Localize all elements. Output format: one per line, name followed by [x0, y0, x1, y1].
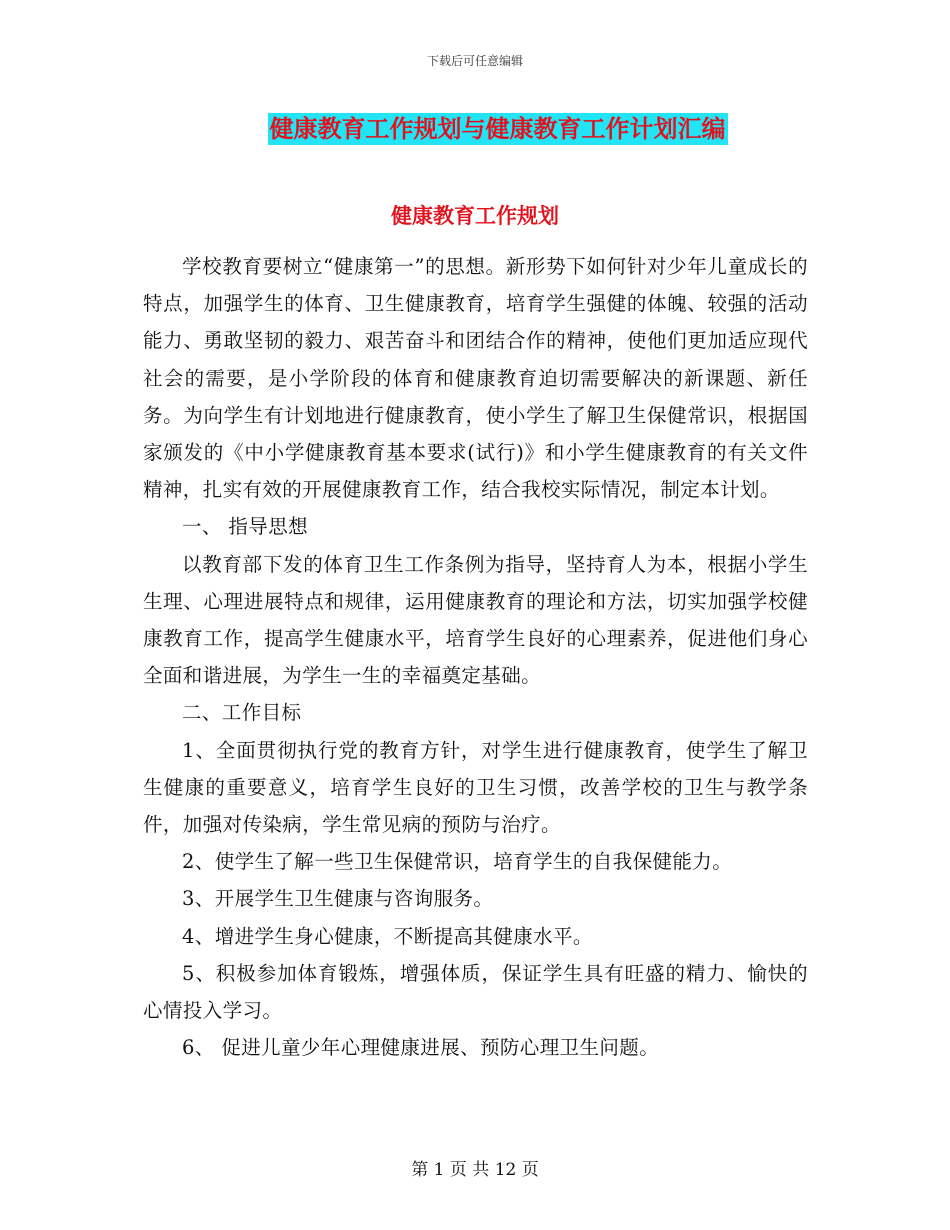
paragraph-guiding-ideology: 以教育部下发的体育卫生工作条例为指导，坚持育人为本，根据小学生生理、心理进展特点和规律，运用健康教育的理论和方法，切实加强学校健康教育工作，提高学生健康水平，培育学生良好的心理素养，促进他们身心全面和谐进展，为学生一生的幸福奠定基础。: [143, 552, 808, 688]
list-item-goal-3: 3、开展学生卫生健康与咨询服务。: [182, 887, 494, 911]
heading-work-goals: 二、工作目标: [182, 701, 302, 725]
list-item-goal-1: 1、全面贯彻执行党的教育方针，对学生进行健康教育，使学生了解卫生健康的重要意义，培育学生良好的卫生习惯，改善学校的卫生与教学条件，加强对传染病，学生常见病的预防与治疗。: [143, 738, 808, 837]
paragraph-intro: 学校教育要树立“健康第一”的思想。新形势下如何针对少年儿童成长的特点，加强学生的体育、卫生健康教育，培育学生强健的体魄、较强的活动能力、勇敢坚韧的毅力、艰苦奋斗和团结合作的精神，使他们更加适应现代社会的需要，是小学阶段的体育和健康教育迫切需要解决的新课题、新任务。为向学生有计划地进行健康教育，使小学生了解卫生保健常识，根据国家颁发的《中小学健康教育基本要求(试行)》和小学生健康教育的有关文件精神，扎实有效的开展健康教育工作，结合我校实际情况，制定本计划。: [143, 255, 808, 502]
document-body: [143, 248, 808, 1066]
section-title: 健康教育工作规划: [391, 203, 559, 228]
header-note: 下载后可任意编辑: [426, 54, 523, 68]
page-footer: 第 1 页 共 12 页: [411, 1160, 539, 1180]
list-item-goal-2: 2、使学生了解一些卫生保健常识，培育学生的自我保健能力。: [182, 850, 733, 874]
document-title-container: [0, 113, 950, 145]
document-title: 健康教育工作规划与健康教育工作计划汇编: [269, 114, 726, 143]
list-item-goal-5: 5、积极参加体育锻炼，增强体质，保证学生具有旺盛的精力、愉快的心情投入学习。: [143, 961, 808, 1023]
list-item-goal-4: 4、增进学生身心健康，不断提高其健康水平。: [182, 924, 593, 948]
list-item-goal-6: 6、 促进儿童少年心理健康进展、预防心理卫生问题。: [182, 1036, 660, 1060]
heading-guiding-ideology: 一、 指导思想: [182, 515, 308, 539]
